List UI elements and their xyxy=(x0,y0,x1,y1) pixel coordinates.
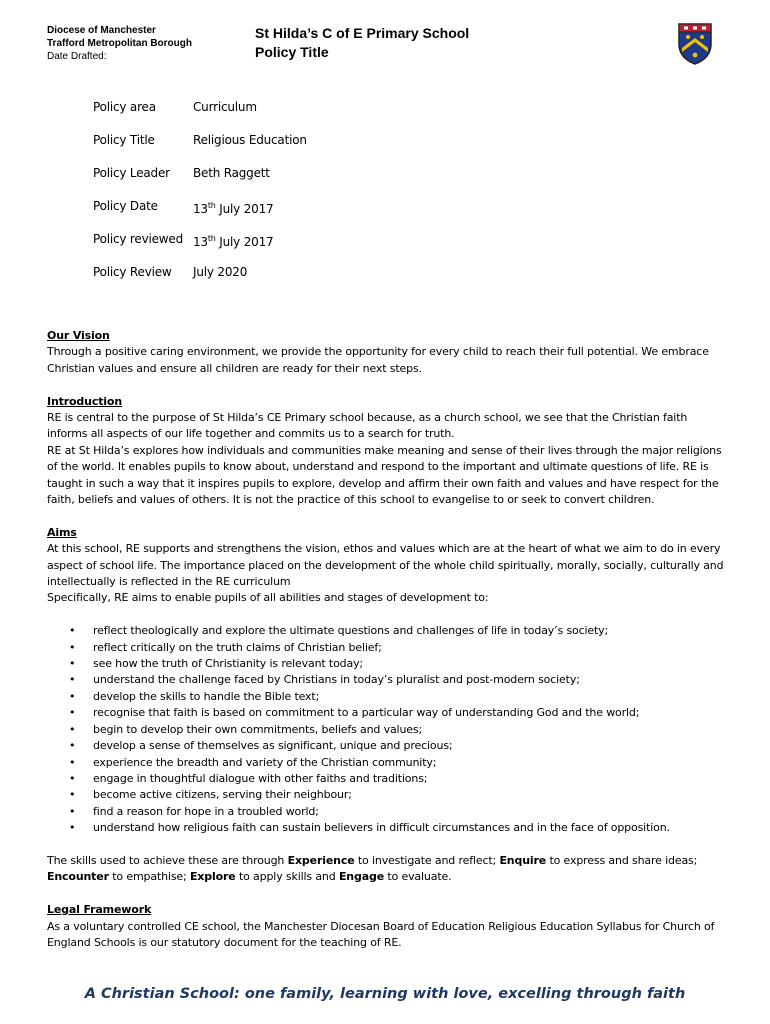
date-suffix: th xyxy=(207,201,216,210)
school-motto-footer: A Christian School: one family, learning with love, excelling through faith xyxy=(84,986,686,1002)
bullet-icon: • xyxy=(69,706,76,720)
bullet-icon: • xyxy=(69,640,76,654)
list-item xyxy=(47,804,727,820)
bullet-icon: • xyxy=(69,739,76,753)
bullet-icon: • xyxy=(69,657,76,671)
skills-keyword: Encounter xyxy=(47,870,109,884)
list-item xyxy=(47,672,727,688)
list-item xyxy=(47,771,727,787)
skills-keyword: Explore xyxy=(189,870,236,884)
list-item-text: develop a sense of themselves as significant, unique and precious; xyxy=(93,739,453,753)
meta-label: Policy Title xyxy=(93,133,155,147)
skills-text: to apply skills and xyxy=(235,870,339,884)
aims-heading: Aims xyxy=(47,525,77,539)
date-day: 13 xyxy=(193,235,208,249)
list-item xyxy=(47,755,727,771)
date-drafted-label: Date Drafted: xyxy=(47,51,107,62)
borough-name: Trafford Metropolitan Borough xyxy=(47,38,192,49)
list-item-text: see how the truth of Christianity is relevant today; xyxy=(93,657,363,671)
bullet-icon: • xyxy=(69,788,76,802)
meta-value: Religious Education xyxy=(193,133,307,147)
vision-heading: Our Vision xyxy=(47,329,110,342)
legal-framework-text: As a voluntary controlled CE school, the Manchester Diocesan Board of Education Religious Education Syllabus for Church of England Schools is our statutory document for the teaching of RE. xyxy=(47,919,715,949)
aims-paragraph: Specifically, RE aims to enable pupils of all abilities and stages of development to: xyxy=(47,591,489,605)
policy-body xyxy=(47,328,727,951)
list-item-text: understand the challenge faced by Christians in today’s pluralist and post-modern society; xyxy=(93,673,580,687)
meta-row xyxy=(93,264,307,297)
introduction-heading: Introduction xyxy=(47,394,123,408)
list-item xyxy=(47,787,727,803)
policy-meta-table xyxy=(93,99,307,297)
list-item-text: develop the skills to handle the Bible text; xyxy=(93,689,320,703)
school-name: St Hilda’s C of E Primary School xyxy=(255,25,470,41)
meta-row xyxy=(93,99,307,132)
aims-bullet-list xyxy=(47,623,727,836)
bullet-icon: • xyxy=(69,624,76,638)
list-item xyxy=(47,722,727,738)
list-item-text: find a reason for hope in a troubled world; xyxy=(93,804,319,818)
bullet-icon: • xyxy=(69,821,76,835)
date-suffix: th xyxy=(207,234,216,243)
date-rest: July 2017 xyxy=(215,202,274,216)
list-item-text: experience the breadth and variety of the Christian community; xyxy=(93,755,437,769)
school-crest-icon xyxy=(676,22,714,66)
date-day: 13 xyxy=(193,202,208,216)
meta-value: Beth Raggett xyxy=(193,166,270,180)
meta-label: Policy Review xyxy=(93,265,172,279)
meta-value: Curriculum xyxy=(193,100,257,114)
meta-label: Policy Leader xyxy=(93,166,170,180)
meta-row xyxy=(93,132,307,165)
list-item xyxy=(47,738,727,754)
bullet-icon: • xyxy=(69,771,76,785)
meta-row xyxy=(93,231,307,264)
meta-label: Policy area xyxy=(93,100,156,114)
document-header-title xyxy=(255,24,469,62)
vision-text: Through a positive caring environment, we provide the opportunity for every child to reach their full potential. We embrace Christian values and ensure all children are ready for their next steps. xyxy=(47,345,709,375)
bullet-icon: • xyxy=(69,755,76,769)
list-item xyxy=(47,656,727,672)
list-item xyxy=(47,705,727,721)
introduction-paragraph: RE at St Hilda’s explores how individuals and communities make meaning and sense of their lives through the major religions of the world. It enables pupils to know about, understand and respond to the important and ultimate questions of life. RE is taught in such a way that it inspires pupils to explore, develop and affirm their own faith and values and have respect for the faith, beliefs and values of others. It is not the practice of this school to evangelise to or seek to convert children. xyxy=(47,443,722,507)
meta-row xyxy=(93,165,307,198)
aims-paragraph: At this school, RE supports and strengthens the vision, ethos and values which are at the heart of what we aim to do in every aspect of school life. The importance placed on the development of the whole child spiritually, morally, socially, culturally and intellectually is reflected in the RE curriculum xyxy=(47,542,724,589)
list-item xyxy=(47,640,727,656)
list-item xyxy=(47,689,727,705)
skills-text: to express and share ideas; xyxy=(546,853,698,867)
legal-framework-heading: Legal Framework xyxy=(47,903,152,917)
meta-row xyxy=(93,198,307,231)
list-item xyxy=(47,820,727,836)
list-item-text: engage in thoughtful dialogue with other faiths and traditions; xyxy=(93,771,428,785)
list-item-text: reflect critically on the truth claims of Christian belief; xyxy=(93,640,382,654)
skills-keyword: Engage xyxy=(338,870,385,884)
list-item-text: recognise that faith is based on commitment to a particular way of understanding God and the world; xyxy=(93,706,640,720)
meta-value xyxy=(193,231,273,264)
list-item xyxy=(47,623,727,639)
list-item-text: understand how religious faith can sustain believers in difficult circumstances and in the face of opposition. xyxy=(93,821,670,835)
meta-value xyxy=(193,198,273,231)
policy-title-heading: Policy Title xyxy=(255,44,329,60)
meta-label: Policy Date xyxy=(93,199,158,213)
introduction-paragraph: RE is central to the purpose of St Hilda’s CE Primary school because, as a church school, we see that the Christian faith informs all aspects of our life together and commits us to a search for truth. xyxy=(47,411,688,441)
document-header-left xyxy=(47,24,192,63)
list-item-text: become active citizens, serving their neighbour; xyxy=(93,788,352,802)
list-item-text: reflect theologically and explore the ultimate questions and challenges of life in today’s society; xyxy=(93,624,609,638)
skills-text: to empathise; xyxy=(108,870,190,884)
bullet-icon: • xyxy=(69,689,76,703)
skills-text: to investigate and reflect; xyxy=(354,853,500,867)
skills-keyword: Experience xyxy=(287,853,355,867)
bullet-icon: • xyxy=(69,804,76,818)
skills-text: to evaluate. xyxy=(384,870,452,884)
meta-label: Policy reviewed xyxy=(93,232,184,246)
skills-keyword: Enquire xyxy=(499,853,547,867)
bullet-icon: • xyxy=(69,722,76,736)
diocese-name: Diocese of Manchester xyxy=(47,25,156,36)
bullet-icon: • xyxy=(69,673,76,687)
skills-text: The skills used to achieve these are through xyxy=(47,853,288,867)
skills-paragraph xyxy=(47,853,727,886)
list-item-text: begin to develop their own commitments, beliefs and values; xyxy=(93,722,423,736)
date-rest: July 2017 xyxy=(215,235,274,249)
meta-value: July 2020 xyxy=(193,265,248,279)
